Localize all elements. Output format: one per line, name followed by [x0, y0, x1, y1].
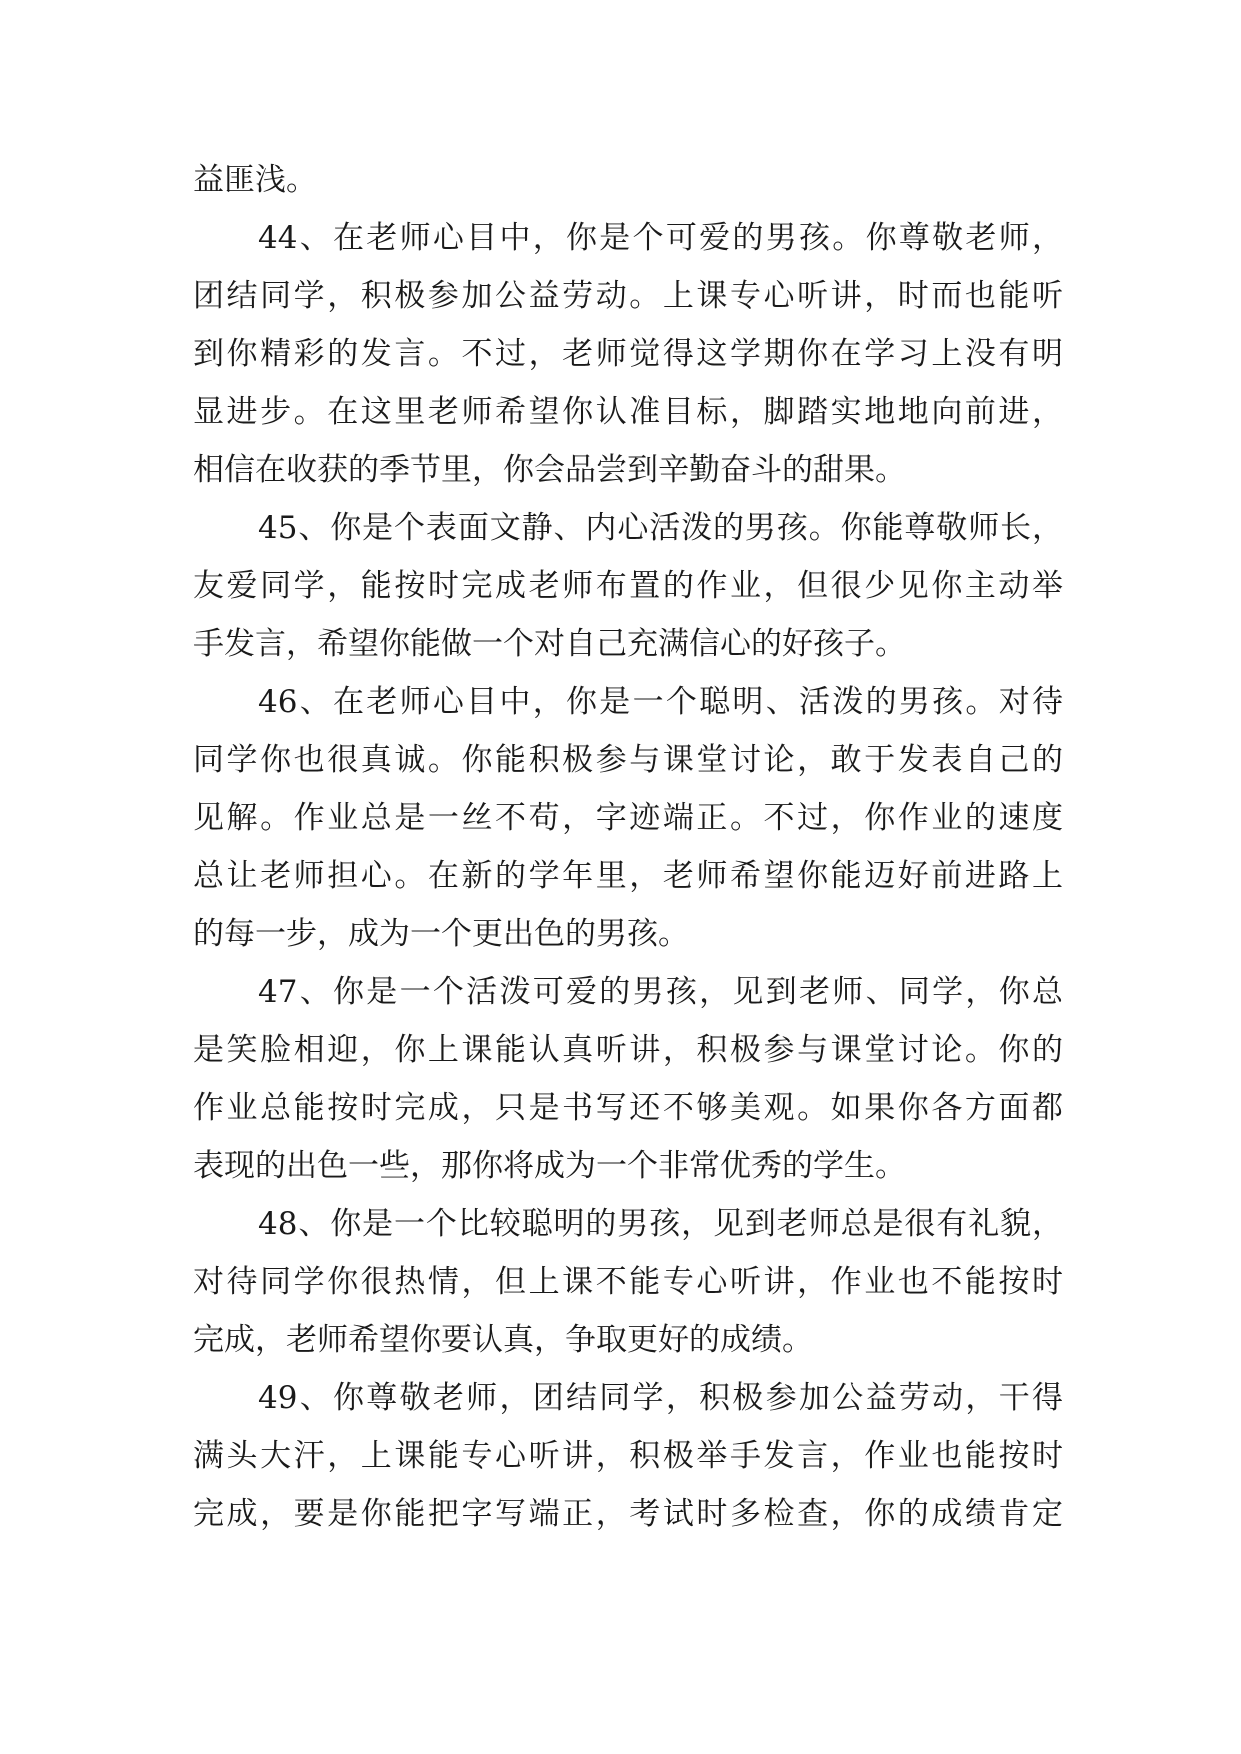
- text-line: 友爱同学，能按时完成老师布置的作业，但很少见你主动举: [193, 568, 1063, 604]
- text-line: 见解。作业总是一丝不苟，字迹端正。不过，你作业的速度: [193, 800, 1063, 836]
- paragraph-48-line-1: 48、你是一个比较聪明的男孩，见到老师总是很有礼貌，: [258, 1206, 1063, 1242]
- text-line: 到你精彩的发言。不过，老师觉得这学期你在学习上没有明: [193, 336, 1063, 372]
- text-line: 满头大汗，上课能专心听讲，积极举手发言，作业也能按时: [193, 1438, 1063, 1474]
- text-line: 的每一步，成为一个更出色的男孩。: [193, 916, 689, 952]
- text-line: 显进步。在这里老师希望你认准目标，脚踏实地地向前进，: [193, 394, 1063, 430]
- paragraph-47-line-1: 47、你是一个活泼可爱的男孩，见到老师、同学，你总: [258, 974, 1063, 1010]
- text-line: 总让老师担心。在新的学年里，老师希望你能迈好前进路上: [193, 858, 1063, 894]
- paragraph-44-line-1: 44、在老师心目中，你是个可爱的男孩。你尊敬老师，: [258, 220, 1063, 256]
- text-line: 表现的出色一些，那你将成为一个非常优秀的学生。: [193, 1148, 906, 1184]
- text-line: 作业总能按时完成，只是书写还不够美观。如果你各方面都: [193, 1090, 1063, 1126]
- paragraph-49-line-1: 49、你尊敬老师，团结同学，积极参加公益劳动，干得: [258, 1380, 1063, 1416]
- paragraph-46-line-1: 46、在老师心目中，你是一个聪明、活泼的男孩。对待: [258, 684, 1063, 720]
- text-line: 同学你也很真诚。你能积极参与课堂讨论，敢于发表自己的: [193, 742, 1063, 778]
- text-line: 是笑脸相迎，你上课能认真听讲，积极参与课堂讨论。你的: [193, 1032, 1063, 1068]
- text-line: 益匪浅。: [193, 162, 317, 198]
- paragraph-45-line-1: 45、你是个表面文静、内心活泼的男孩。你能尊敬师长，: [258, 510, 1063, 546]
- text-line: 完成，要是你能把字写端正，考试时多检查，你的成绩肯定: [193, 1496, 1063, 1532]
- text-line: 对待同学你很热情，但上课不能专心听讲，作业也不能按时: [193, 1264, 1063, 1300]
- text-line: 完成，老师希望你要认真，争取更好的成绩。: [193, 1322, 813, 1358]
- text-line: 手发言，希望你能做一个对自己充满信心的好孩子。: [193, 626, 906, 662]
- text-line: 团结同学，积极参加公益劳动。上课专心听讲，时而也能听: [193, 278, 1063, 314]
- text-line: 相信在收获的季节里，你会品尝到辛勤奋斗的甜果。: [193, 452, 906, 488]
